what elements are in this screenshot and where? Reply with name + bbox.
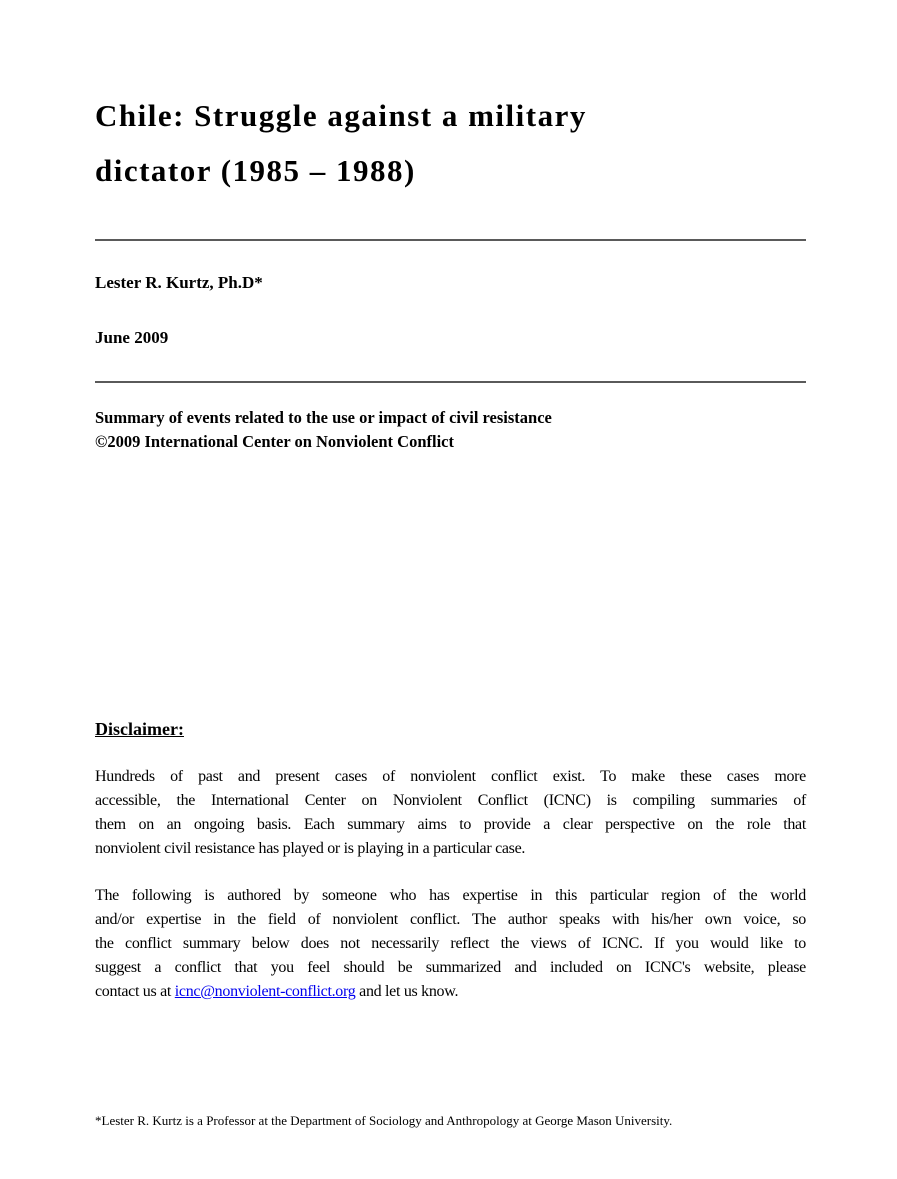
paragraph-line: them on an ongoing basis. Each summary aims to provide a clear perspective on the role that <box>95 816 806 833</box>
disclaimer-paragraph-1 <box>95 765 806 861</box>
date-line: June 2009 <box>95 328 169 347</box>
summary-note-line-1: Summary of events related to the use or impact of civil resistance <box>95 408 552 427</box>
copyright-line: ©2009 International Center on Nonviolent Conflict <box>95 432 454 451</box>
document-title <box>95 88 806 198</box>
paragraph-line: accessible, the International Center on Nonviolent Conflict (ICNC) is compiling summaries of <box>95 792 806 809</box>
paragraph-line: suggest a conflict that you feel should be summarized and included on ICNC's website, please <box>95 959 806 976</box>
paragraph-line: The following is authored by someone who has expertise in this particular region of the world <box>95 887 806 904</box>
paragraph-line: Hundreds of past and present cases of nonviolent conflict exist. To make these cases more <box>95 768 806 785</box>
paragraph-line: the conflict summary below does not necessarily reflect the views of ICNC. If you would like to <box>95 935 806 952</box>
paragraph-line <box>95 980 806 1004</box>
footnote: *Lester R. Kurtz is a Professor at the Department of Sociology and Anthropology at George Mason University. <box>95 1113 673 1128</box>
title-line-2: dictator (1985 – 1988) <box>95 153 416 188</box>
disclaimer-paragraph-2 <box>95 884 806 1004</box>
contact-text-prefix: contact us at <box>95 983 175 1000</box>
disclaimer-heading <box>95 717 806 741</box>
paragraph-line: nonviolent civil resistance has played or is playing in a particular case. <box>95 840 526 857</box>
author-line: Lester R. Kurtz, Ph.D* <box>95 273 263 292</box>
email-link[interactable]: icnc@nonviolent-conflict.org <box>174 983 356 1000</box>
paragraph-line: and/or expertise in the field of nonviolent conflict. The author speaks with his/her own voice, so <box>95 911 806 928</box>
title-line-1: Chile: Struggle against a military <box>95 98 587 133</box>
disclaimer-heading-text: Disclaimer: <box>95 719 184 739</box>
divider-rule-top <box>95 239 806 241</box>
summary-note <box>95 406 806 454</box>
contact-text-suffix: and let us know. <box>355 983 459 1000</box>
divider-rule-bottom <box>95 381 806 383</box>
